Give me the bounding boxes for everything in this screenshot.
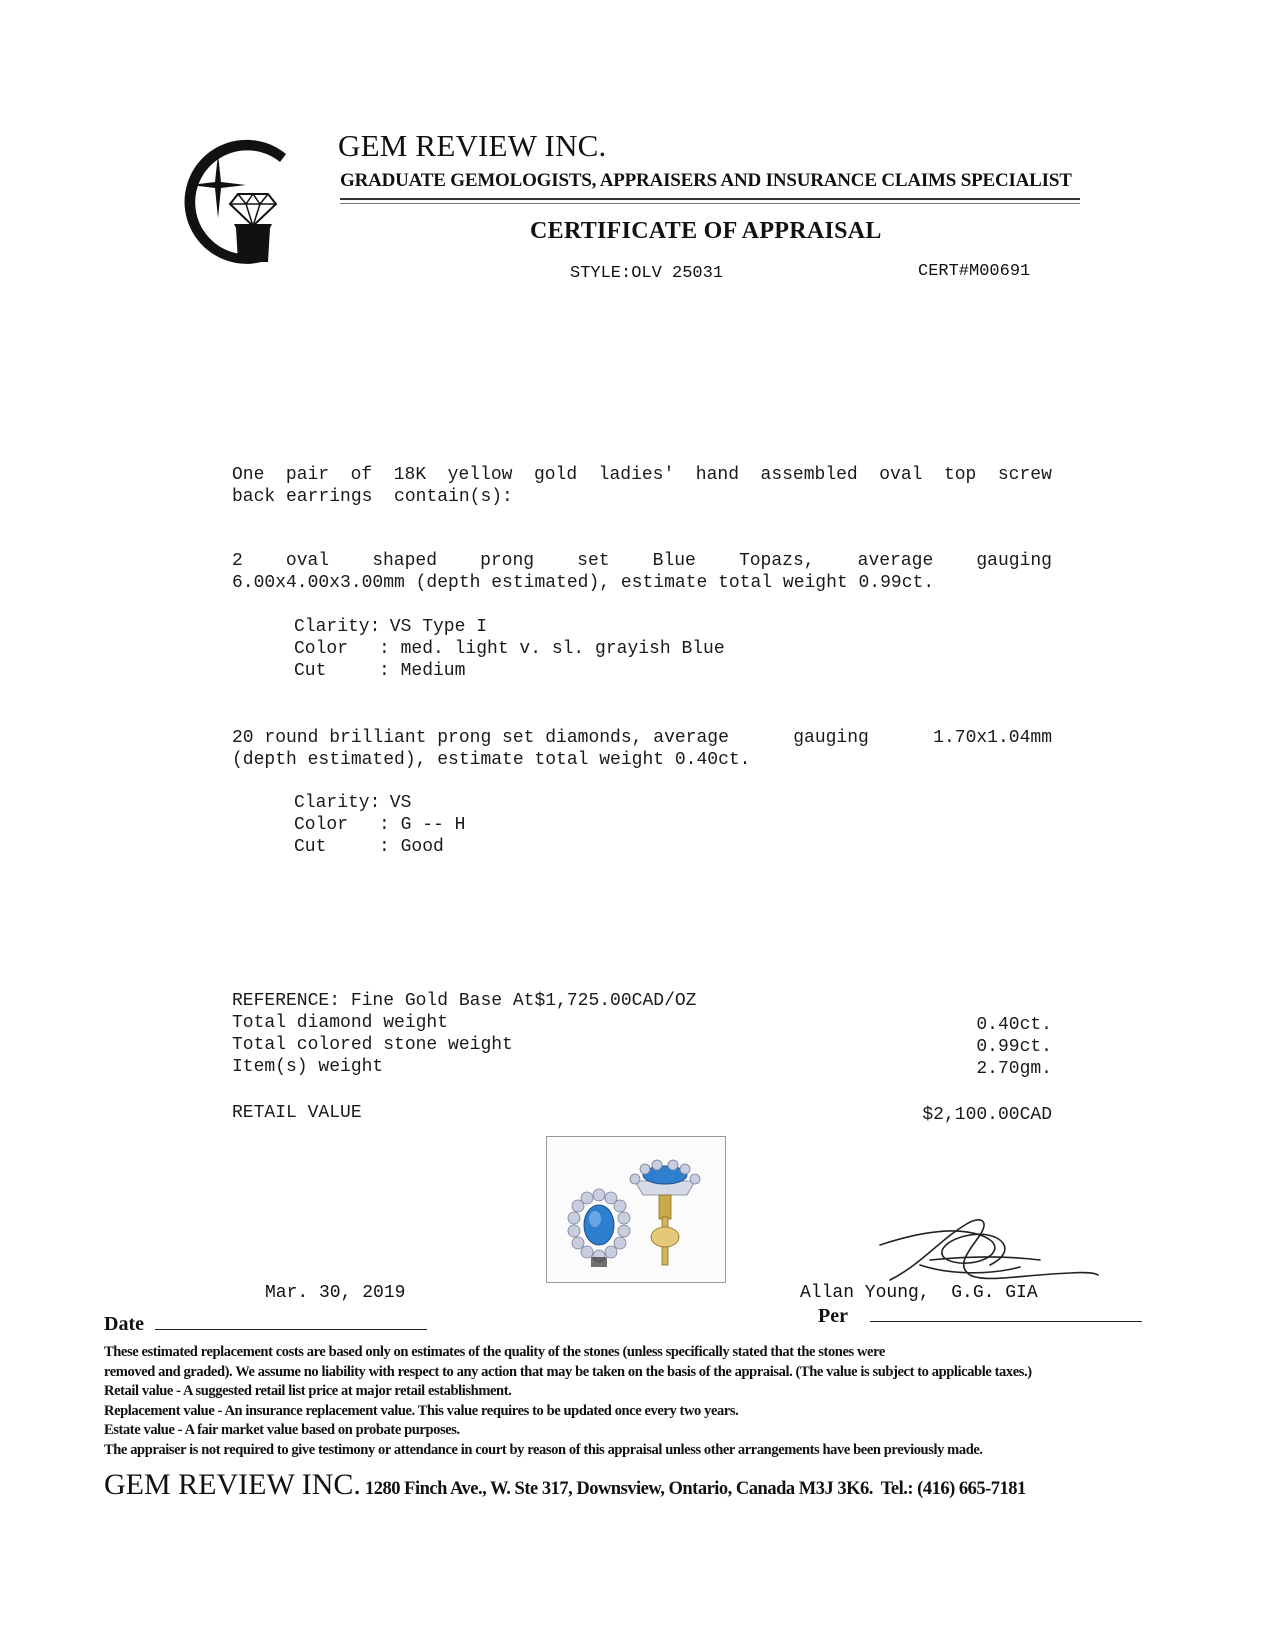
diamond-specs (294, 792, 465, 858)
company-tagline: GRADUATE GEMOLOGISTS, APPRAISERS AND INSURANCE CLAIMS SPECIALIST (340, 170, 1072, 191)
appraisal-date: Mar. 30, 2019 (265, 1283, 406, 1303)
per-line (870, 1321, 1142, 1322)
diamond-clarity: Clarity: VS (294, 793, 412, 813)
disclaimer-line: The appraiser is not required to give testimony or attendance in court by reason of this appraisal unless other arrangements have been previously made. (104, 1441, 983, 1458)
footer-company-name: GEM REVIEW INC. (104, 1468, 361, 1501)
diamond-description (232, 727, 1052, 771)
header-divider (340, 198, 1080, 200)
summary-labels (232, 1012, 513, 1078)
total-diamond-weight-label: Total diamond weight (232, 1013, 449, 1033)
topaz-description-line-1: 2 oval shaped prong set Blue Topazs, average gauging (232, 551, 1052, 571)
topaz-cut: Cut : Medium (294, 661, 466, 681)
date-line (155, 1329, 427, 1330)
footer-address-text: 1280 Finch Ave., W. Ste 317, Downsview, Ontario, Canada M3J 3K6. Tel.: (416) 665-7181 (360, 1479, 1026, 1499)
earring-photo (546, 1136, 726, 1283)
date-label: Date (104, 1313, 144, 1335)
total-diamond-weight-value: 0.40ct. (976, 1015, 1052, 1035)
item-description (232, 464, 1052, 508)
company-name: GEM REVIEW INC. (338, 128, 607, 163)
topaz-clarity: Clarity: VS Type I (294, 617, 488, 637)
per-label: Per (818, 1305, 848, 1327)
item-weight-label: Item(s) weight (232, 1057, 384, 1077)
appraiser-name: Allan Young, G.G. GIA (800, 1283, 1038, 1303)
item-description-line-1: One pair of 18K yellow gold ladies' hand assembled oval top screw (232, 465, 1052, 485)
footer-address (104, 1468, 1026, 1502)
header-divider-thin (340, 203, 1080, 204)
gold-reference: REFERENCE: Fine Gold Base At$1,725.00CAD/OZ (232, 991, 697, 1011)
certificate-number: CERT#M00691 (918, 262, 1031, 281)
retail-value-label: RETAIL VALUE (232, 1103, 362, 1123)
disclaimer-line: These estimated replacement costs are based only on estimates of the quality of the stones (unless specifically stated that the stones were (104, 1344, 885, 1360)
disclaimer (104, 1343, 1184, 1460)
total-colored-stone-weight-label: Total colored stone weight (232, 1035, 513, 1055)
gem-review-logo (168, 132, 318, 267)
disclaimer-line: Estate value - A fair market value based on probate purposes. (104, 1422, 460, 1438)
topaz-description (232, 550, 1052, 594)
topaz-description-line-2: 6.00x4.00x3.00mm (depth estimated), estimate total weight 0.99ct. (232, 573, 935, 593)
diamond-description-line-2: (depth estimated), estimate total weight 0.40ct. (232, 750, 751, 770)
item-weight-value: 2.70gm. (976, 1059, 1052, 1079)
diamond-cut: Cut : Good (294, 837, 444, 857)
retail-value-amount: $2,100.00CAD (922, 1105, 1052, 1125)
certificate-title: CERTIFICATE OF APPRAISAL (530, 218, 882, 244)
appraiser-signature (870, 1205, 1100, 1295)
summary-values (900, 1014, 1052, 1080)
topaz-color: Color : med. light v. sl. grayish Blue (294, 639, 725, 659)
item-description-line-2: back earrings contain(s): (232, 487, 513, 507)
style-number: STYLE:OLV 25031 (570, 264, 724, 283)
diamond-description-line-1: 20 round brilliant prong set diamonds, average gauging 1.70x1.04mm (232, 728, 1052, 748)
topaz-specs (294, 616, 725, 682)
diamond-color: Color : G -- H (294, 815, 466, 835)
total-colored-stone-weight-value: 0.99ct. (976, 1037, 1052, 1057)
disclaimer-line: Retail value - A suggested retail list price at major retail establishment. (104, 1383, 512, 1399)
disclaimer-line: removed and graded). We assume no liability with respect to any action that may be taken on the basis of the appraisal. (The value is subject to applicable taxes.) (104, 1363, 1032, 1380)
disclaimer-line: Replacement value - An insurance replacement value. This value requires to be updated once every two years. (104, 1402, 739, 1419)
